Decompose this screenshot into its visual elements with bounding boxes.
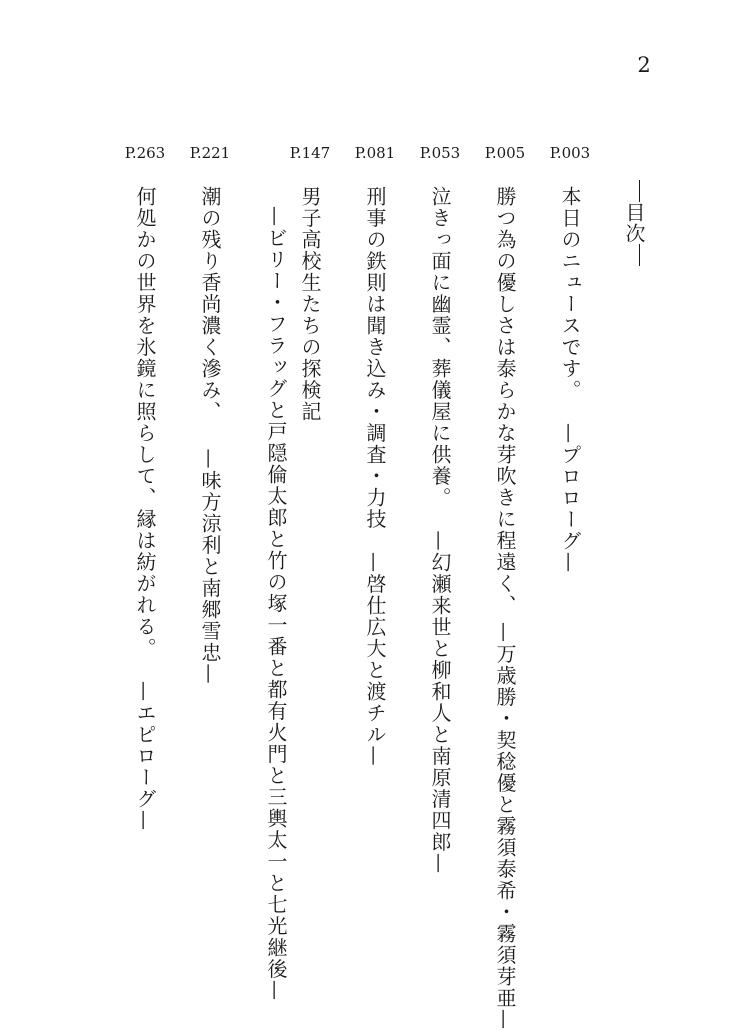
toc-entry-subtitle: —万歳勝・契稔優と霧須泰希・霧須芽亜— xyxy=(493,622,517,1031)
toc-entry-page[interactable]: P.053 xyxy=(419,144,461,162)
toc-entry[interactable] xyxy=(131,186,159,966)
toc-entry-subtitle: —ビリー・フラッグと戸隠倫太郎と竹の塚一番と都有火門と三輿太一と七光継後— xyxy=(264,206,288,1002)
toc-entry-page[interactable]: P.221 xyxy=(189,144,231,162)
toc-entry[interactable] xyxy=(196,186,224,966)
toc-entry-page[interactable]: P.081 xyxy=(354,144,396,162)
toc-entry[interactable] xyxy=(361,186,389,966)
toc-entry-page[interactable]: P.003 xyxy=(549,144,591,162)
toc-heading-rule-top xyxy=(639,180,640,202)
toc-entry-page[interactable]: P.005 xyxy=(484,144,526,162)
toc-entry-subtitle: —味方涼利と南郷雪忠— xyxy=(198,448,222,685)
toc-entry-subtitle: —プロローグ— xyxy=(558,423,582,574)
toc-entry-title: 本日のニュースです。 xyxy=(558,186,582,401)
toc-entry-page[interactable]: P.263 xyxy=(124,144,166,162)
toc-entry[interactable] xyxy=(556,186,584,966)
toc-entry[interactable] xyxy=(426,186,454,966)
toc-heading xyxy=(620,180,648,264)
toc-entry[interactable] xyxy=(491,186,519,1031)
toc-entry-title: 勝つ為の優しさは泰らかな芽吹きに程遠く、 xyxy=(493,186,517,616)
toc-entry-title: 刑事の鉄則は聞き込み・調査・力技 xyxy=(363,186,387,530)
toc-entry-title: 何処かの世界を氷鏡に照らして、縁は紡がれる。 xyxy=(133,186,157,659)
toc-entry-title[interactable]: 男子高校生たちの探検記 xyxy=(298,186,322,423)
toc-entry-subtitle: —啓仕広大と渡チル— xyxy=(363,552,387,767)
toc-heading-rule-bottom xyxy=(639,244,640,266)
toc-entry-page[interactable]: P.147 xyxy=(289,144,331,162)
toc-entry-subtitle: —エピローグ— xyxy=(133,681,157,832)
toc-title: 目次 xyxy=(622,202,646,244)
toc-entry-title: 潮の残り香尚濃く滲み、 xyxy=(198,186,222,423)
page-number: 2 xyxy=(637,53,651,77)
toc-entry-title: 泣きっ面に幽霊、葬儀屋に供養。 xyxy=(428,186,452,509)
toc-entry-subtitle: —幻瀬来世と柳和人と南原清四郎— xyxy=(428,530,452,875)
